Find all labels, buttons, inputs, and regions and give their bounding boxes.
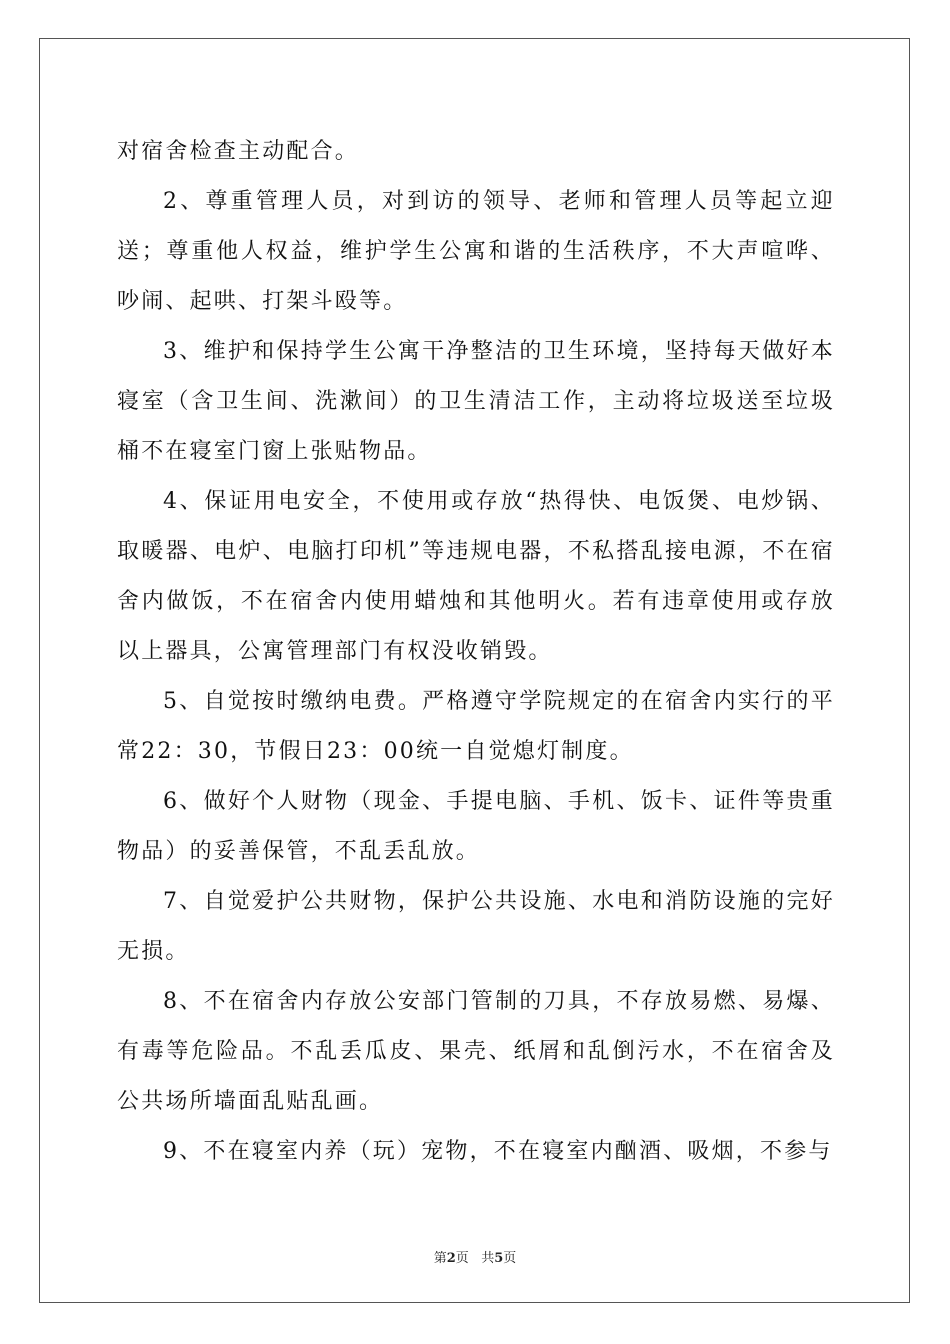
document-body [117,127,835,1177]
page-footer [0,1247,950,1266]
paragraph-1: 对宿舍检查主动配合。 [117,139,360,164]
paragraph-6: 6、做好个人财物（现金、手提电脑、手机、饭卡、证件等贵重物品）的妥善保管，不乱丢乱放。 [117,789,835,864]
footer-page-suffix: 页 [455,1251,469,1266]
total-pages-number: 5 [494,1251,504,1266]
paragraph-4: 4、保证用电安全，不使用或存放“热得快、电饭煲、电炒锅、取暖器、电炉、电脑打印机”等违规电器，不私搭乱接电源，不在宿舍内做饭，不在宿舍内使用蜡烛和其他明火。若有违章使用或存放以上器具，公寓管理部门有权没收销毁。 [117,489,835,664]
paragraph-5: 5、自觉按时缴纳电费。严格遵守学院规定的在宿舍内实行的平常22：30，节假日23：00统一自觉熄灯制度。 [117,689,835,764]
footer-prefix: 第 [433,1251,447,1266]
footer-total-prefix: 共 [481,1251,495,1266]
paragraph-9: 9、不在寝室内养（玩）宠物，不在寝室内酗酒、吸烟，不参与 [163,1139,833,1164]
current-page-number: 2 [446,1251,456,1266]
paragraph-2: 2、尊重管理人员，对到访的领导、老师和管理人员等起立迎送；尊重他人权益，维护学生公寓和谐的生活秩序，不大声喧哗、吵闹、起哄、打架斗殴等。 [117,189,835,314]
paragraph-3: 3、维护和保持学生公寓干净整洁的卫生环境，坚持每天做好本寝室（含卫生间、洗漱间）的卫生清洁工作，主动将垃圾送至垃圾桶不在寝室门窗上张贴物品。 [117,339,835,464]
paragraph-8: 8、不在宿舍内存放公安部门管制的刀具，不存放易燃、易爆、有毒等危险品。不乱丢瓜皮、果壳、纸屑和乱倒污水，不在宿舍及公共场所墙面乱贴乱画。 [117,989,835,1114]
paragraph-7: 7、自觉爱护公共财物，保护公共设施、水电和消防设施的完好无损。 [117,889,835,964]
footer-total-suffix: 页 [503,1251,517,1266]
